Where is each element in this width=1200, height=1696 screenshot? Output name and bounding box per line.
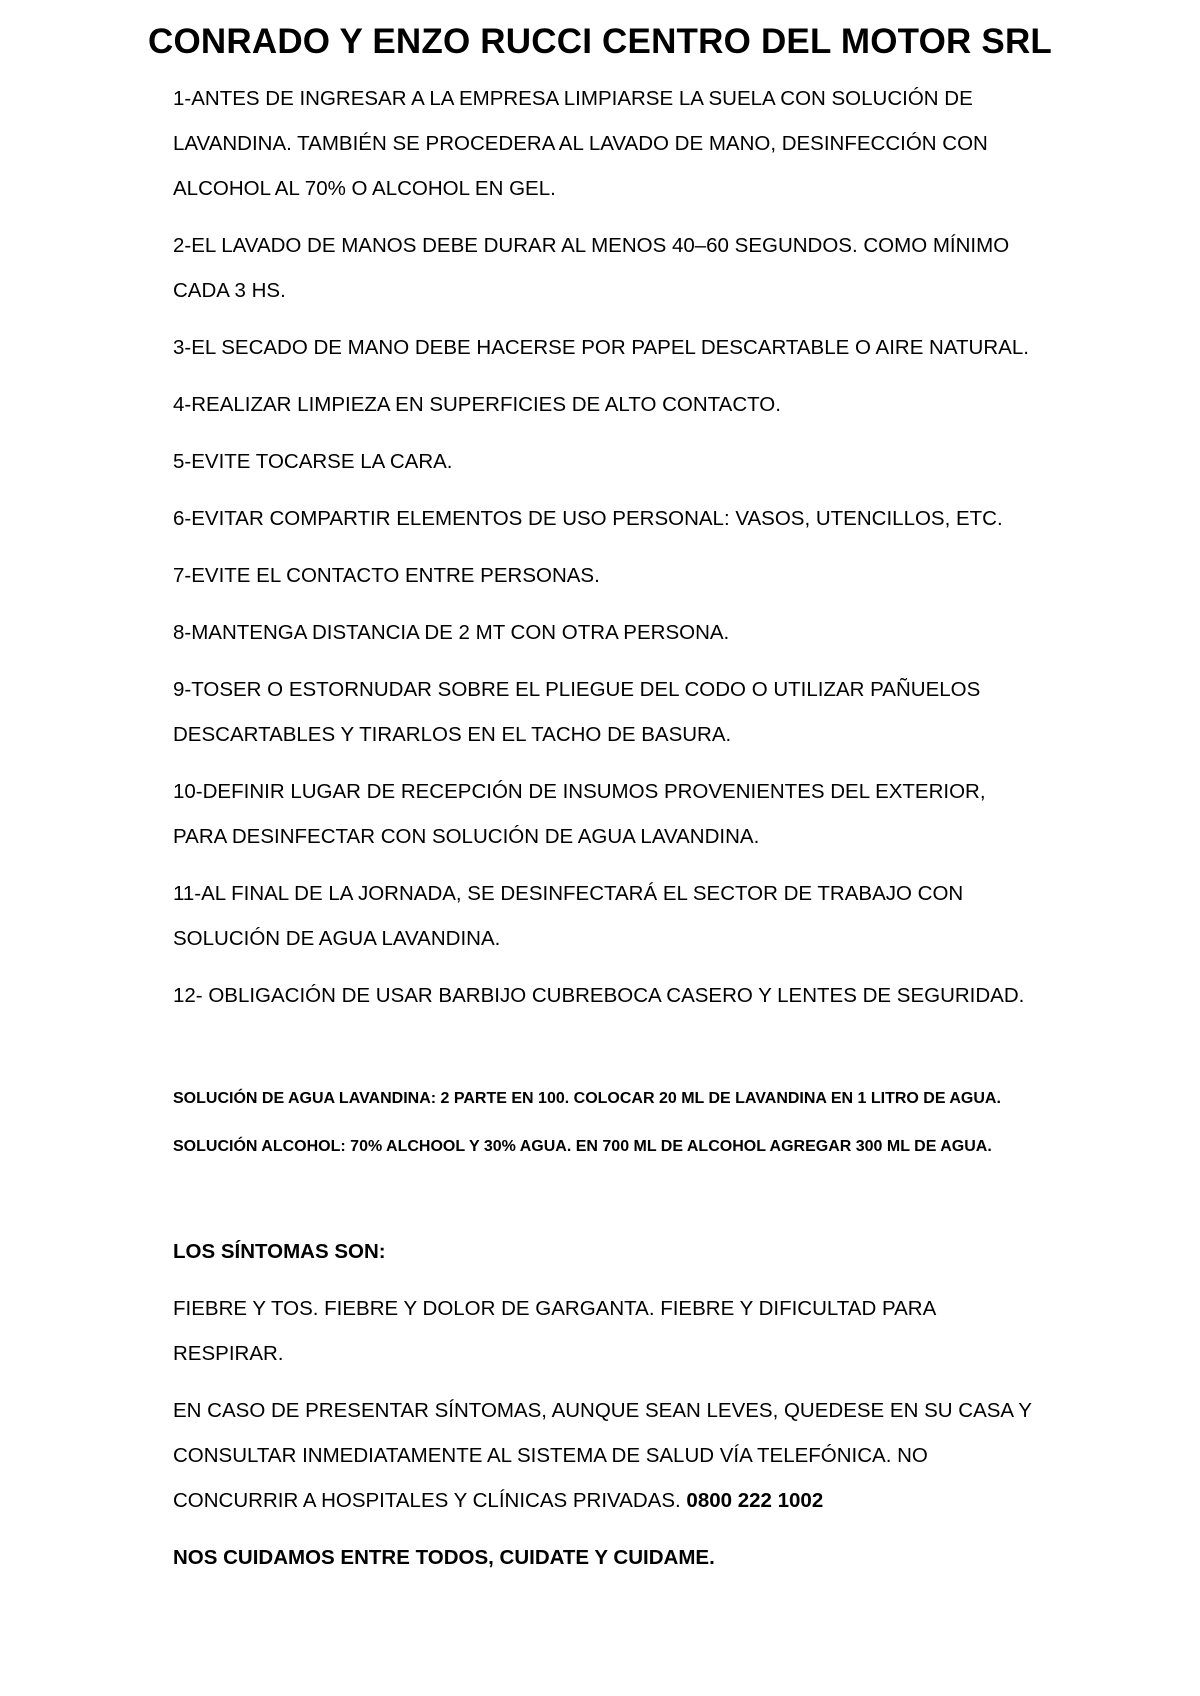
- advice-text: EN CASO DE PRESENTAR SÍNTOMAS, AUNQUE SEAN LEVES, QUEDESE EN SU CASA Y CONSULTAR INMEDIATAMENTE AL SISTEMA DE SALUD VÍA TELEFÓNICA. NO CONCURRIR A HOSPITALES Y CLÍNICAS PRIVADAS.: [173, 1399, 1032, 1512]
- closing-message: NOS CUIDAMOS ENTRE TODOS, CUIDATE Y CUIDAME.: [173, 1546, 715, 1569]
- advice-paragraph: [173, 1388, 1033, 1523]
- symptoms-heading: LOS SÍNTOMAS SON:: [173, 1240, 386, 1263]
- symptoms-list: FIEBRE Y TOS. FIEBRE Y DOLOR DE GARGANTA. FIEBRE Y DIFICULTAD PARA RESPIRAR.: [173, 1297, 936, 1365]
- phone-number: 0800 222 1002: [686, 1489, 824, 1512]
- note-alcohol-solution: SOLUCIÓN ALCOHOL: 70% ALCHOOL Y 30% AGUA. EN 700 ML DE ALCOHOL AGREGAR 300 ML DE AGUA.: [173, 1138, 992, 1155]
- rule-4: 4-REALIZAR LIMPIEZA EN SUPERFICIES DE ALTO CONTACTO.: [173, 393, 781, 416]
- rule-3: 3-EL SECADO DE MANO DEBE HACERSE POR PAPEL DESCARTABLE O AIRE NATURAL.: [173, 336, 1029, 359]
- note-lavandina-solution: SOLUCIÓN DE AGUA LAVANDINA: 2 PARTE EN 100. COLOCAR 20 ML DE LAVANDINA EN 1 LITRO DE AGUA.: [173, 1090, 1001, 1107]
- rule-11: 11-AL FINAL DE LA JORNADA, SE DESINFECTARÁ EL SECTOR DE TRABAJO CON SOLUCIÓN DE AGUA LAVANDINA.: [173, 882, 964, 950]
- rule-6: 6-EVITAR COMPARTIR ELEMENTOS DE USO PERSONAL: VASOS, UTENCILLOS, ETC.: [173, 507, 1003, 530]
- rule-1: 1-ANTES DE INGRESAR A LA EMPRESA LIMPIARSE LA SUELA CON SOLUCIÓN DE LAVANDINA. TAMBIÉN SE PROCEDERA AL LAVADO DE MANO, DESINFECCIÓN CON ALCOHOL AL 70% O ALCOHOL EN GEL.: [173, 87, 988, 200]
- rule-10: 10-DEFINIR LUGAR DE RECEPCIÓN DE INSUMOS PROVENIENTES DEL EXTERIOR, PARA DESINFECTAR CON SOLUCIÓN DE AGUA LAVANDINA.: [173, 780, 986, 848]
- rule-8: 8-MANTENGA DISTANCIA DE 2 MT CON OTRA PERSONA.: [173, 621, 730, 644]
- rule-2: 2-EL LAVADO DE MANOS DEBE DURAR AL MENOS 40–60 SEGUNDOS. COMO MÍNIMO CADA 3 HS.: [173, 234, 1010, 302]
- document-title: CONRADO Y ENZO RUCCI CENTRO DEL MOTOR SRL: [148, 22, 1052, 61]
- rule-7: 7-EVITE EL CONTACTO ENTRE PERSONAS.: [173, 564, 600, 587]
- rule-9: 9-TOSER O ESTORNUDAR SOBRE EL PLIEGUE DEL CODO O UTILIZAR PAÑUELOS DESCARTABLES Y TIRARLOS EN EL TACHO DE BASURA.: [173, 678, 981, 746]
- spacer: [173, 1176, 1033, 1229]
- rule-5: 5-EVITE TOCARSE LA CARA.: [173, 450, 453, 473]
- spacer: [173, 1030, 1033, 1080]
- document-body: [173, 76, 1033, 1580]
- rule-12: 12- OBLIGACIÓN DE USAR BARBIJO CUBREBOCA CASERO Y LENTES DE SEGURIDAD.: [173, 984, 1025, 1007]
